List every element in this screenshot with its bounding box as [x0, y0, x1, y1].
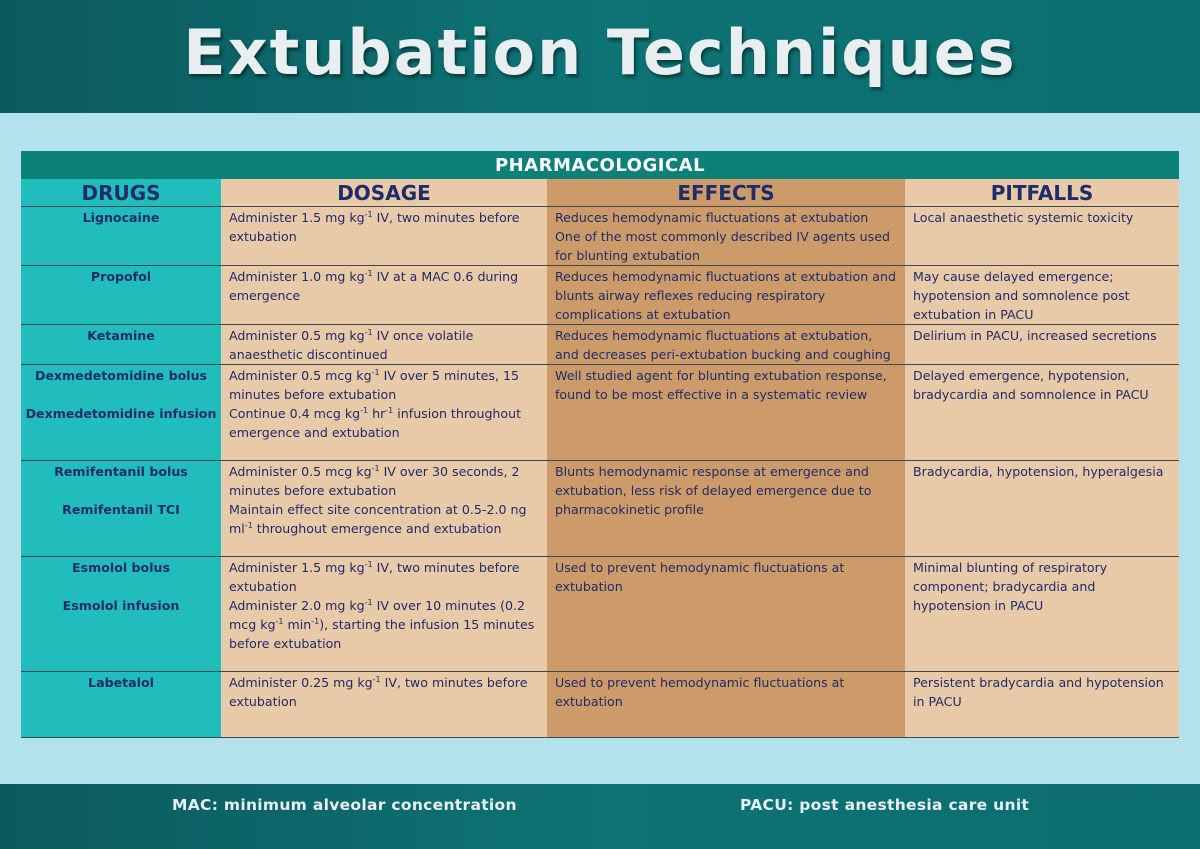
dosage-cell: Administer 1.5 mg $kg^{-1}$ IV, two minutes before extubation Administer 2.0 mg $kg^{-1}$ IV over 10 minutes (0.2 mcg $kg^{-1}$ $\min^{-1}$), starting the infusion 15 minutes before extubation [221, 557, 547, 672]
header-banner [0, 0, 1200, 113]
table-row [21, 672, 1179, 738]
page-title: Extubation Techniques [183, 16, 1017, 89]
dosage-cell: Administer 1.5 mg $kg^{-1}$ IV, two minutes before extubation [221, 207, 547, 266]
effects-cell: Reduces hemodynamic fluctuations at extubation, and decreases peri-extubation bucking and coughing [547, 325, 905, 365]
column-header-pitfalls: PITFALLS [905, 179, 1179, 207]
drug-name: Labetalol [21, 672, 221, 738]
effects-cell: Reduces hemodynamic fluctuations at extubation One of the most commonly described IV agents used for blunting extubation [547, 207, 905, 266]
pitfalls-cell: Local anaesthetic systemic toxicity [905, 207, 1179, 266]
footnote-mac: MAC: minimum alveolar concentration [172, 796, 517, 814]
drug-name: Propofol [21, 266, 221, 325]
effects-cell: Blunts hemodynamic response at emergence and extubation, less risk of delayed emergence due to pharmacokinetic profile [547, 461, 905, 557]
pitfalls-cell: Minimal blunting of respiratory component; bradycardia and hypotension in PACU [905, 557, 1179, 672]
table-row [21, 461, 1179, 557]
column-header-effects: EFFECTS [547, 179, 905, 207]
effects-cell: Reduces hemodynamic fluctuations at extubation and blunts airway reflexes reducing respiratory complications at extubation [547, 266, 905, 325]
drug-name: Ketamine [21, 325, 221, 365]
table-row [21, 325, 1179, 365]
dosage-cell: Administer 0.5 mg $kg^{-1}$ IV once volatile anaesthetic discontinued [221, 325, 547, 365]
column-header-drugs: DRUGS [21, 179, 221, 207]
table-row [21, 365, 1179, 461]
drug-name: Esmolol bolus Esmolol infusion [21, 557, 221, 672]
pitfalls-cell: Bradycardia, hypotension, hyperalgesia [905, 461, 1179, 557]
effects-cell: Used to prevent hemodynamic fluctuations at extubation [547, 672, 905, 738]
effects-cell: Well studied agent for blunting extubation response, found to be most effective in a systematic review [547, 365, 905, 461]
pitfalls-cell: May cause delayed emergence; hypotension and somnolence post extubation in PACU [905, 266, 1179, 325]
effects-cell: Used to prevent hemodynamic fluctuations at extubation [547, 557, 905, 672]
table-row [21, 557, 1179, 672]
dosage-cell: Administer 0.25 mg $kg^{-1}$ IV, two minutes before extubation [221, 672, 547, 738]
pharmacological-table [21, 151, 1179, 738]
drug-name: Remifentanil bolus Remifentanil TCI [21, 461, 221, 557]
footer-banner [0, 784, 1200, 849]
pitfalls-cell: Delayed emergence, hypotension, bradycardia and somnolence in PACU [905, 365, 1179, 461]
column-header-dosage: DOSAGE [221, 179, 547, 207]
dosage-cell: Administer 1.0 mg $kg^{-1}$ IV at a MAC 0.6 during emergence [221, 266, 547, 325]
pitfalls-cell: Delirium in PACU, increased secretions [905, 325, 1179, 365]
pitfalls-cell: Persistent bradycardia and hypotension in PACU [905, 672, 1179, 738]
dosage-cell: Administer 0.5 mcg $kg^{-1}$ IV over 5 minutes, 15 minutes before extubation Continue 0.4 mcg $kg^{-1}$ $hr^{-1}$ infusion throughout emergence and extubation [221, 365, 547, 461]
table-row [21, 207, 1179, 266]
table-row [21, 266, 1179, 325]
dosage-cell: Administer 0.5 mcg $kg^{-1}$ IV over 30 seconds, 2 minutes before extubation Maintain effect site concentration at 0.5-2.0 ng $ml^{-1}$ throughout emergence and extubation [221, 461, 547, 557]
footnote-pacu: PACU: post anesthesia care unit [740, 796, 1030, 814]
section-heading: PHARMACOLOGICAL [21, 151, 1179, 179]
drug-name: Lignocaine [21, 207, 221, 266]
drug-name: Dexmedetomidine bolus Dexmedetomidine infusion [21, 365, 221, 461]
